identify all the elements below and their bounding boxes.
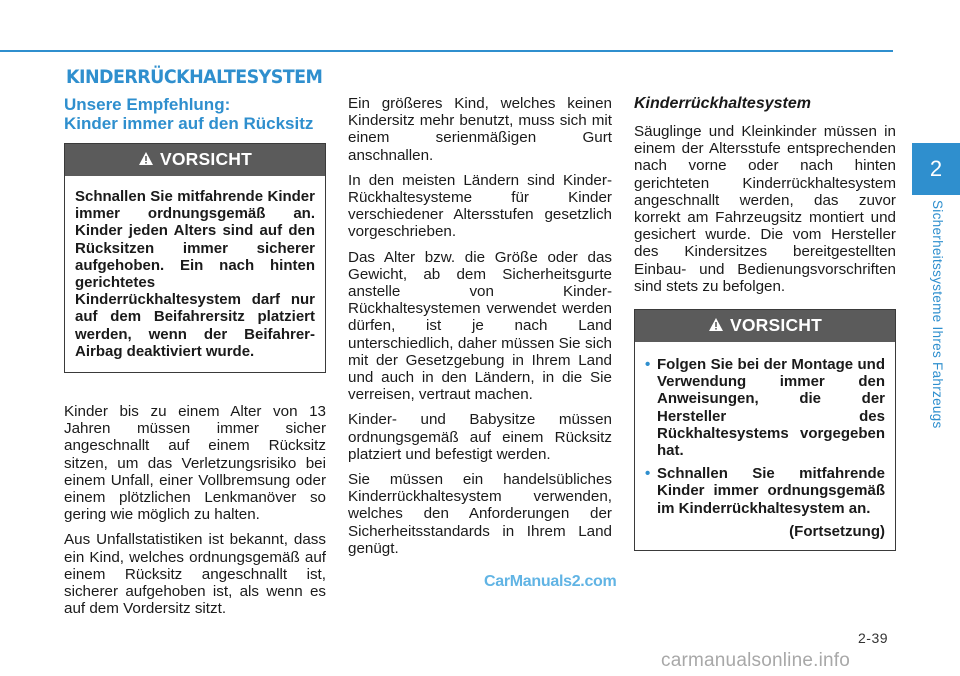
- watermark: CarManuals2.com: [484, 573, 617, 590]
- caution-item-2: [645, 465, 885, 517]
- col2-paragraph-3: Das Alter bzw. die Größe oder das Gewicht, ab dem Sicherheitsgurte anstelle von Kinder-Rückhaltesystemen verwendet werden dürfen, ist je nach Land unterschiedlich, daher müssen Sie sich mit der Gesetzgebung in Ihrem Land und auch in den Ländern, in die Sie verreisen, vertraut machen.: [348, 248, 612, 404]
- caution-item-1-text: Folgen Sie bei der Montage und Verwendung immer den Anweisungen, die der Hersteller des Rückhaltesystems vorgegeben hat.: [657, 356, 885, 460]
- caution-header-2: [635, 310, 895, 342]
- caution-label-2: VORSICHT: [729, 315, 823, 336]
- page-number: 2-39: [858, 630, 889, 646]
- col2-paragraph-4: Kinder- und Babysitze müssen ordnungsgemäß auf einem Rücksitz platziert und befestigt werden.: [348, 411, 612, 463]
- caution-text-1: Schnallen Sie mitfahrende Kinder immer ordnungsgemäß an. Kinder jeden Alters sind auf den Rücksitzen immer sicherer aufgehoben. Ein nach hinten gerichtetes Kinderrückhaltesystem darf nur auf dem Beifahrersitz platziert werden, wenn der Beifahrer-Airbag deaktiviert wurde.: [75, 188, 315, 360]
- col1-paragraph-1: Kinder bis zu einem Alter von 13 Jahren müssen immer sicher angeschnallt auf einem Rücksitz sitzen, um das Verletzungsrisiko bei einem Unfall, einer Vollbremsung oder einem plötzlichen Lenkmanöver so gering wie möglich zu halten.: [64, 403, 326, 524]
- caution-header-1: [65, 144, 325, 176]
- column-1: [64, 95, 326, 625]
- col3-heading: Kinderrückhaltesystem: [634, 95, 811, 112]
- col1-paragraph-2: Aus Unfallstatistiken ist bekannt, dass ein Kind, welches ordnungsgemäß auf einem Rücksitz angeschnallt ist, sicherer aufgehoben ist, als wenn es auf dem Vordersitz sitzt.: [64, 531, 326, 618]
- recommendation-line-1: Unsere Empfehlung:: [64, 95, 231, 114]
- section-title: KINDERRÜCKHALTESYSTEM: [66, 66, 323, 88]
- column-2: [348, 95, 612, 565]
- caution-box-2: [634, 309, 896, 551]
- bullet-icon: •: [645, 356, 651, 374]
- col2-paragraph-5: Sie müssen ein handelsübliches Kinderrückhaltesystem verwenden, welches den Anforderungen der Sicherheitsstandards in Ihrem Land genügt.: [348, 471, 612, 557]
- recommendation-line-2: Kinder immer auf den Rücksitz: [64, 114, 314, 133]
- caution-body-2: [635, 342, 895, 550]
- top-rule: [0, 50, 893, 52]
- column-3: [634, 95, 896, 551]
- caution-body-1: [65, 176, 325, 372]
- warning-triangle-icon: [138, 151, 154, 169]
- col3-paragraph: Säuglinge und Kleinkinder müssen in einem der Altersstufe entsprechenden nach vorne oder nach hinten gerichteten Kinderrückhaltesystem angeschnallt werden, das zuvor korrekt am Fahrzeugsitz montiert und gesichert wurde. Die vom Hersteller des Kindersitzes bereitgestellten Einbau- und Bedienungsvorschriften sind stets zu befolgen.: [634, 123, 896, 295]
- footer-watermark: carmanualsonline.info: [661, 650, 851, 671]
- col2-paragraph-1: Ein größeres Kind, welches keinen Kindersitz mehr benutzt, muss sich mit einem serienmäßigen Gurt anschnallen.: [348, 95, 612, 164]
- caution-item-1: [645, 356, 885, 459]
- caution-box-1: [64, 143, 326, 373]
- bullet-icon: •: [645, 465, 651, 483]
- chapter-label: Sicherheitssysteme Ihres Fahrzeugs: [930, 200, 945, 429]
- caution-label-1: VORSICHT: [159, 149, 253, 170]
- caution-item-2-text: Schnallen Sie mitfahrende Kinder immer ordnungsgemäß im Kinderrückhaltesystem an.: [657, 465, 885, 517]
- chapter-tab: 2: [912, 143, 960, 195]
- warning-triangle-icon: [708, 317, 724, 335]
- recommendation-heading: [64, 95, 326, 133]
- continued-note: (Fortsetzung): [789, 522, 885, 540]
- col2-paragraph-2: In den meisten Ländern sind Kinder-Rückhaltesysteme für Kinder verschiedener Altersstufen gesetzlich vorgeschrieben.: [348, 171, 612, 241]
- caution-list-2: [645, 356, 885, 517]
